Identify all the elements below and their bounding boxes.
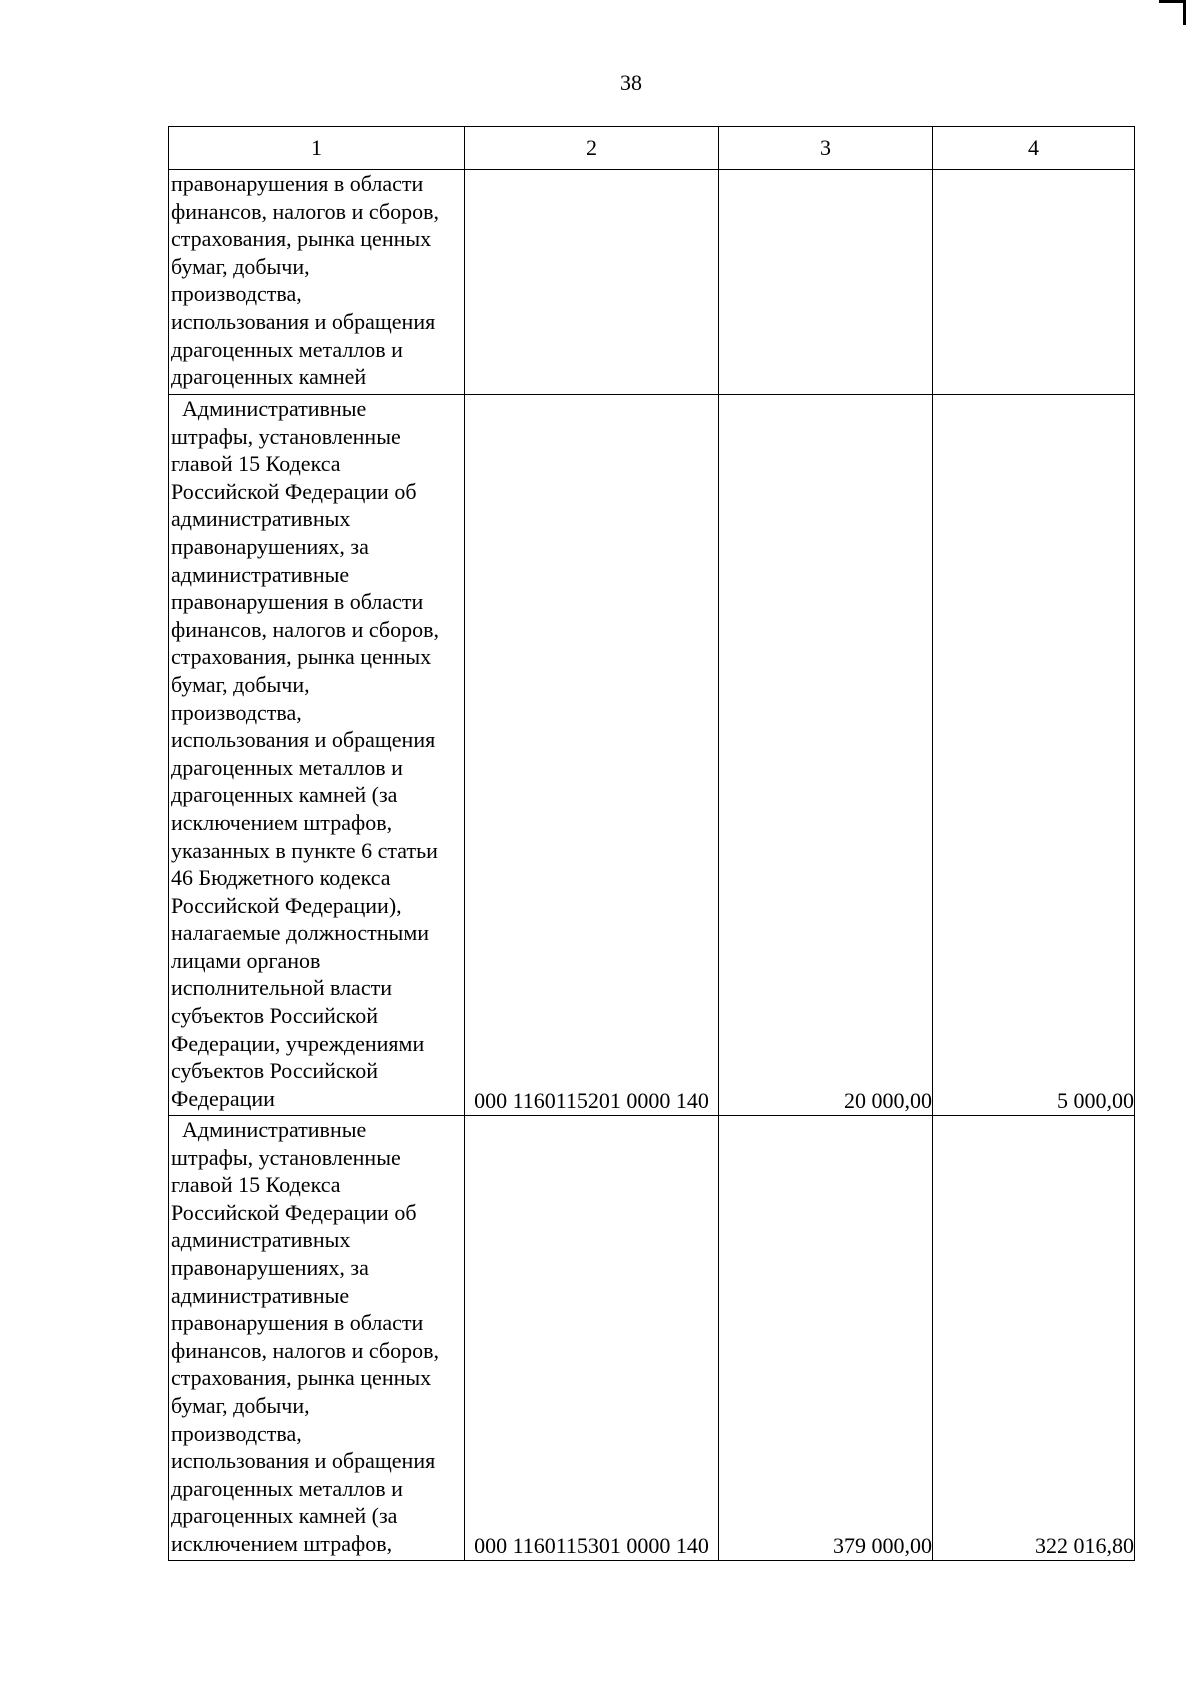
- name-line: правонарушения в области: [171, 1310, 424, 1336]
- name-line: бумаг, добычи,: [171, 671, 310, 697]
- row-amount-3: [719, 170, 933, 395]
- table-row: [169, 1116, 1135, 1561]
- name-line: финансов, налогов и сборов,: [171, 1337, 439, 1363]
- name-line: субъектов Российской: [171, 1003, 379, 1029]
- name-line: налагаемые должностными: [171, 920, 430, 946]
- row-amount-4: [933, 170, 1135, 395]
- name-line: Административные: [171, 396, 367, 421]
- table-row: [169, 170, 1135, 395]
- row-amount-4: 5 000,00: [933, 395, 1135, 1116]
- row-amount-4: 322 016,80: [933, 1116, 1135, 1561]
- name-line: 46 Бюджетного кодекса: [171, 865, 391, 891]
- row-name-cell: [169, 170, 465, 395]
- name-line: использования и обращения: [171, 308, 436, 334]
- name-line: бумаг, добычи,: [171, 253, 310, 279]
- name-line: финансов, налогов и сборов,: [171, 198, 439, 224]
- name-line: административные: [171, 1282, 350, 1308]
- name-line: исключением штрафов,: [171, 1530, 393, 1556]
- name-line: драгоценных камней: [171, 364, 367, 390]
- name-line: правонарушения в области: [171, 589, 424, 615]
- name-line: бумаг, добычи,: [171, 1392, 310, 1418]
- name-line: страхования, рынка ценных: [171, 644, 432, 670]
- name-line: исполнительной власти: [171, 975, 392, 1001]
- row-code-cell: 000 1160115301 0000 140: [465, 1116, 719, 1561]
- header-col-3: 3: [719, 127, 933, 170]
- row-amount-3: 20 000,00: [719, 395, 933, 1116]
- name-line: драгоценных металлов и: [171, 1475, 403, 1501]
- name-line: административные: [171, 561, 350, 587]
- name-line: страхования, рынка ценных: [171, 1365, 432, 1391]
- name-line: Федерации: [171, 1085, 275, 1111]
- name-line: Административные: [171, 1117, 367, 1142]
- row-code-cell: [465, 170, 719, 395]
- row-name-cell: [169, 1116, 465, 1561]
- page-number: 38: [620, 70, 642, 95]
- name-line: драгоценных камней (за: [171, 1503, 398, 1529]
- name-line: производства,: [171, 699, 302, 725]
- name-line: использования и обращения: [171, 1448, 436, 1474]
- name-line: использования и обращения: [171, 727, 436, 753]
- name-line: штрафы, установленные: [171, 423, 401, 449]
- name-line: драгоценных камней (за: [171, 782, 398, 808]
- name-line: правонарушения в области: [171, 171, 424, 196]
- name-line: главой 15 Кодекса: [171, 451, 341, 477]
- name-line: производства,: [171, 281, 302, 307]
- name-line: Российской Федерации об: [171, 478, 417, 504]
- header-col-2: 2: [465, 127, 719, 170]
- name-line: штрафы, установленные: [171, 1144, 401, 1170]
- header-col-1: 1: [169, 127, 465, 170]
- corner-crop-mark: [1159, 0, 1186, 25]
- name-line: правонарушениях, за: [171, 1254, 369, 1280]
- name-line: драгоценных металлов и: [171, 336, 403, 362]
- row-name-cell: [169, 395, 465, 1116]
- name-line: страхования, рынка ценных: [171, 226, 432, 252]
- name-line: административных: [171, 1227, 351, 1253]
- name-line: Российской Федерации об: [171, 1199, 417, 1225]
- name-line: Российской Федерации),: [171, 892, 402, 918]
- name-line: производства,: [171, 1420, 302, 1446]
- row-amount-3: 379 000,00: [719, 1116, 933, 1561]
- name-line: драгоценных металлов и: [171, 754, 403, 780]
- header-row: [169, 127, 1135, 170]
- name-line: главой 15 Кодекса: [171, 1172, 341, 1198]
- header-col-4: 4: [933, 127, 1135, 170]
- name-line: субъектов Российской: [171, 1058, 379, 1084]
- name-line: исключением штрафов,: [171, 809, 393, 835]
- name-line: указанных в пункте 6 статьи: [171, 837, 438, 863]
- row-code-cell: 000 1160115201 0000 140: [465, 395, 719, 1116]
- budget-table: [168, 126, 1135, 1561]
- name-line: Федерации, учреждениями: [171, 1030, 425, 1056]
- name-line: правонарушениях, за: [171, 533, 369, 559]
- name-line: финансов, налогов и сборов,: [171, 616, 439, 642]
- name-line: лицами органов: [171, 947, 321, 973]
- name-line: административных: [171, 506, 351, 532]
- table-row: [169, 395, 1135, 1116]
